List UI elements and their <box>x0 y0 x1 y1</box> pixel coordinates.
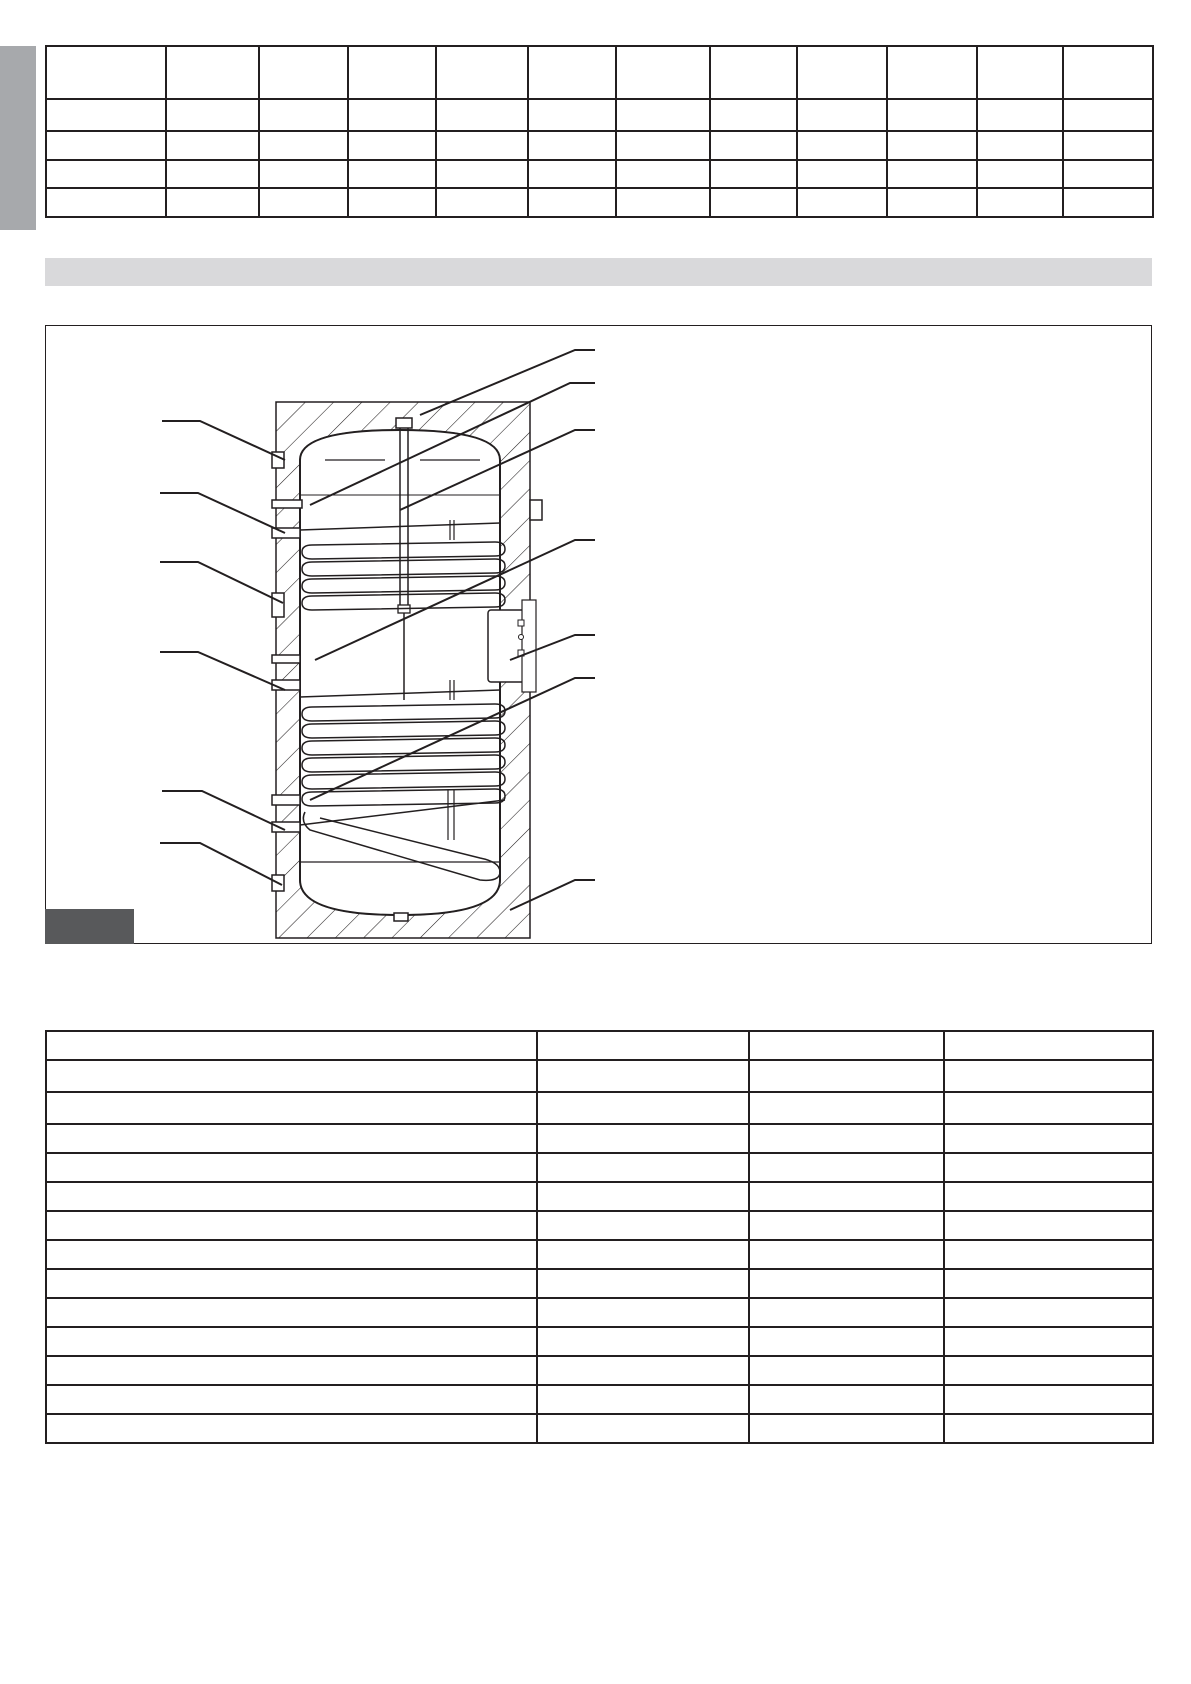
table-cell <box>537 1211 749 1240</box>
table-cell <box>749 1414 944 1443</box>
table-row <box>46 1327 1153 1356</box>
table-cell <box>46 1124 537 1153</box>
table-cell <box>537 1240 749 1269</box>
table-cell <box>944 1356 1153 1385</box>
table-cell <box>46 1298 537 1327</box>
table-cell <box>537 1356 749 1385</box>
leader-line-left-3 <box>160 562 283 603</box>
leader-line-left-4 <box>160 652 285 690</box>
table-cell <box>46 1327 537 1356</box>
table-cell <box>46 1356 537 1385</box>
table-cell <box>944 1211 1153 1240</box>
table-cell <box>749 1385 944 1414</box>
table-cell <box>944 1031 1153 1060</box>
table-cell <box>944 1269 1153 1298</box>
table-cell <box>749 1298 944 1327</box>
table-cell <box>944 1060 1153 1092</box>
table-row <box>46 1153 1153 1182</box>
table-row <box>46 1182 1153 1211</box>
leader-line-left-2 <box>160 493 285 533</box>
table-row <box>46 1211 1153 1240</box>
table-cell <box>46 1153 537 1182</box>
table-cell <box>749 1060 944 1092</box>
table-cell <box>537 1031 749 1060</box>
table-cell <box>944 1153 1153 1182</box>
table-cell <box>537 1124 749 1153</box>
table-row <box>46 1124 1153 1153</box>
table-row <box>46 1031 1153 1060</box>
table-cell <box>749 1182 944 1211</box>
table-cell <box>46 1060 537 1092</box>
leader-lines-left <box>160 421 285 885</box>
table-cell <box>749 1240 944 1269</box>
table-cell <box>46 1414 537 1443</box>
table-cell <box>537 1092 749 1124</box>
table-cell <box>46 1092 537 1124</box>
leader-line-left-5 <box>162 791 285 830</box>
table-cell <box>749 1211 944 1240</box>
table-cell <box>944 1414 1153 1443</box>
table-cell <box>537 1182 749 1211</box>
table-cell <box>944 1327 1153 1356</box>
technical-data-table <box>45 1030 1154 1444</box>
leader-line-left-6 <box>160 843 282 885</box>
table-row <box>46 1385 1153 1414</box>
table-cell <box>944 1240 1153 1269</box>
table-cell <box>749 1124 944 1153</box>
table-row <box>46 1092 1153 1124</box>
table-cell <box>749 1153 944 1182</box>
table-cell <box>537 1298 749 1327</box>
table-cell <box>537 1385 749 1414</box>
table-cell <box>944 1092 1153 1124</box>
table-cell <box>537 1269 749 1298</box>
control-box <box>488 600 536 692</box>
table-cell <box>46 1182 537 1211</box>
table-row <box>46 1269 1153 1298</box>
table-cell <box>46 1385 537 1414</box>
table-row <box>46 1298 1153 1327</box>
table-cell <box>46 1211 537 1240</box>
table-cell <box>46 1031 537 1060</box>
table-cell <box>537 1414 749 1443</box>
table-cell <box>749 1327 944 1356</box>
table-cell <box>46 1240 537 1269</box>
table-cell <box>749 1092 944 1124</box>
table-cell <box>944 1182 1153 1211</box>
table-row <box>46 1240 1153 1269</box>
table-cell <box>537 1327 749 1356</box>
table-cell <box>537 1153 749 1182</box>
table-cell <box>944 1298 1153 1327</box>
table-cell <box>537 1060 749 1092</box>
table-cell <box>944 1124 1153 1153</box>
table-row <box>46 1060 1153 1092</box>
table-cell <box>944 1385 1153 1414</box>
table-cell <box>46 1269 537 1298</box>
table-cell <box>749 1031 944 1060</box>
leader-line-left-1 <box>162 421 285 460</box>
table-row <box>46 1414 1153 1443</box>
table-cell <box>749 1356 944 1385</box>
table-row <box>46 1356 1153 1385</box>
table-cell <box>749 1269 944 1298</box>
